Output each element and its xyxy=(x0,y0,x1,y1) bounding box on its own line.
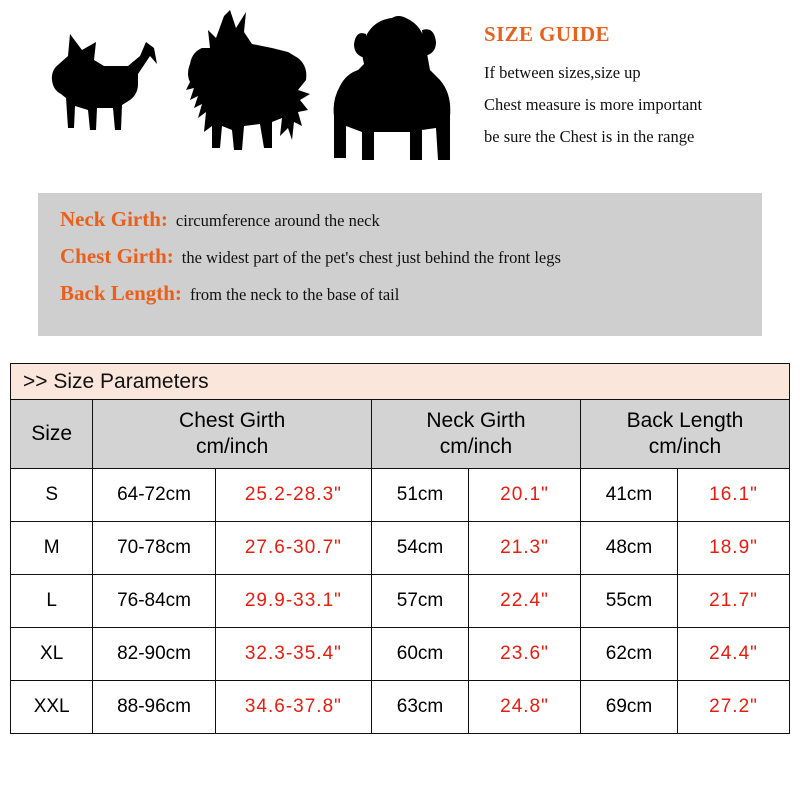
column-header-neck-unit: cm/inch xyxy=(439,435,513,458)
cell-back-inch: 24.4" xyxy=(678,628,790,681)
cell-back-cm: 41cm xyxy=(580,469,677,522)
top-section xyxy=(0,0,800,190)
cell-back-cm: 69cm xyxy=(580,681,677,734)
definition-back-length xyxy=(60,281,762,306)
definition-term: Chest Girth: xyxy=(60,244,174,268)
cell-chest-cm: 70-78cm xyxy=(93,522,215,575)
cell-back-inch: 21.7" xyxy=(678,575,790,628)
cell-neck-inch: 20.1" xyxy=(469,469,581,522)
measurement-definitions xyxy=(38,193,762,336)
definition-neck-girth xyxy=(60,207,762,232)
cell-size: S xyxy=(11,469,93,522)
definition-description: the widest part of the pet's chest just behind the front legs xyxy=(181,248,561,267)
cell-back-inch: 27.2" xyxy=(678,681,790,734)
table-row xyxy=(11,575,790,628)
cell-neck-inch: 23.6" xyxy=(469,628,581,681)
cell-size: M xyxy=(11,522,93,575)
cell-size: XXL xyxy=(11,681,93,734)
cell-chest-cm: 64-72cm xyxy=(93,469,215,522)
column-header-chest-unit: cm/inch xyxy=(195,435,269,458)
definition-description: circumference around the neck xyxy=(175,211,380,230)
pug-silhouette xyxy=(334,16,451,160)
size-guide-line-2: Chest measure is more important xyxy=(484,95,703,115)
definition-term: Back Length: xyxy=(60,281,182,305)
cell-neck-inch: 24.8" xyxy=(469,681,581,734)
cell-chest-cm: 76-84cm xyxy=(93,575,215,628)
size-parameters-section xyxy=(10,363,790,734)
size-parameters-caption: >> Size Parameters xyxy=(10,363,790,399)
column-header-size: Size xyxy=(11,400,93,469)
table-row xyxy=(11,522,790,575)
cell-back-inch: 16.1" xyxy=(678,469,790,522)
definition-description: from the neck to the base of tail xyxy=(189,285,400,304)
definition-chest-girth xyxy=(60,244,762,269)
size-guide-block xyxy=(484,22,784,154)
column-header-back-length xyxy=(580,400,789,469)
table-body xyxy=(11,469,790,734)
column-header-neck-title: Neck Girth xyxy=(426,408,526,432)
cell-chest-cm: 88-96cm xyxy=(93,681,215,734)
column-header-back-unit: cm/inch xyxy=(648,435,722,458)
column-header-chest-girth xyxy=(93,400,372,469)
cell-neck-cm: 60cm xyxy=(371,628,468,681)
size-parameters-table xyxy=(10,399,790,734)
cell-size: XL xyxy=(11,628,93,681)
table-row xyxy=(11,628,790,681)
cell-back-cm: 48cm xyxy=(580,522,677,575)
cell-back-cm: 55cm xyxy=(580,575,677,628)
cell-chest-inch: 25.2-28.3" xyxy=(215,469,371,522)
cell-chest-cm: 82-90cm xyxy=(93,628,215,681)
cell-chest-inch: 29.9-33.1" xyxy=(215,575,371,628)
cell-neck-cm: 63cm xyxy=(371,681,468,734)
cell-chest-inch: 34.6-37.8" xyxy=(215,681,371,734)
column-header-chest-title: Chest Girth xyxy=(179,408,286,432)
cell-neck-cm: 57cm xyxy=(371,575,468,628)
cell-neck-cm: 54cm xyxy=(371,522,468,575)
cell-size: L xyxy=(11,575,93,628)
size-guide-line-1: If between sizes,size up xyxy=(484,63,641,82)
cell-chest-inch: 32.3-35.4" xyxy=(215,628,371,681)
definition-term: Neck Girth: xyxy=(60,207,168,231)
terrier-silhouette xyxy=(186,10,310,150)
cell-neck-cm: 51cm xyxy=(371,469,468,522)
dog-silhouettes xyxy=(18,8,468,183)
cell-back-cm: 62cm xyxy=(580,628,677,681)
table-row xyxy=(11,681,790,734)
size-guide-line-3: be sure the Chest is in the range xyxy=(484,127,695,147)
cell-back-inch: 18.9" xyxy=(678,522,790,575)
cell-neck-inch: 21.3" xyxy=(469,522,581,575)
size-guide-title: SIZE GUIDE xyxy=(484,22,610,46)
chihuahua-silhouette xyxy=(52,34,157,130)
cell-neck-inch: 22.4" xyxy=(469,575,581,628)
cell-chest-inch: 27.6-30.7" xyxy=(215,522,371,575)
table-header-row xyxy=(11,400,790,469)
table-head xyxy=(11,400,790,469)
column-header-back-title: Back Length xyxy=(626,408,744,432)
table-row xyxy=(11,469,790,522)
column-header-neck-girth xyxy=(371,400,580,469)
